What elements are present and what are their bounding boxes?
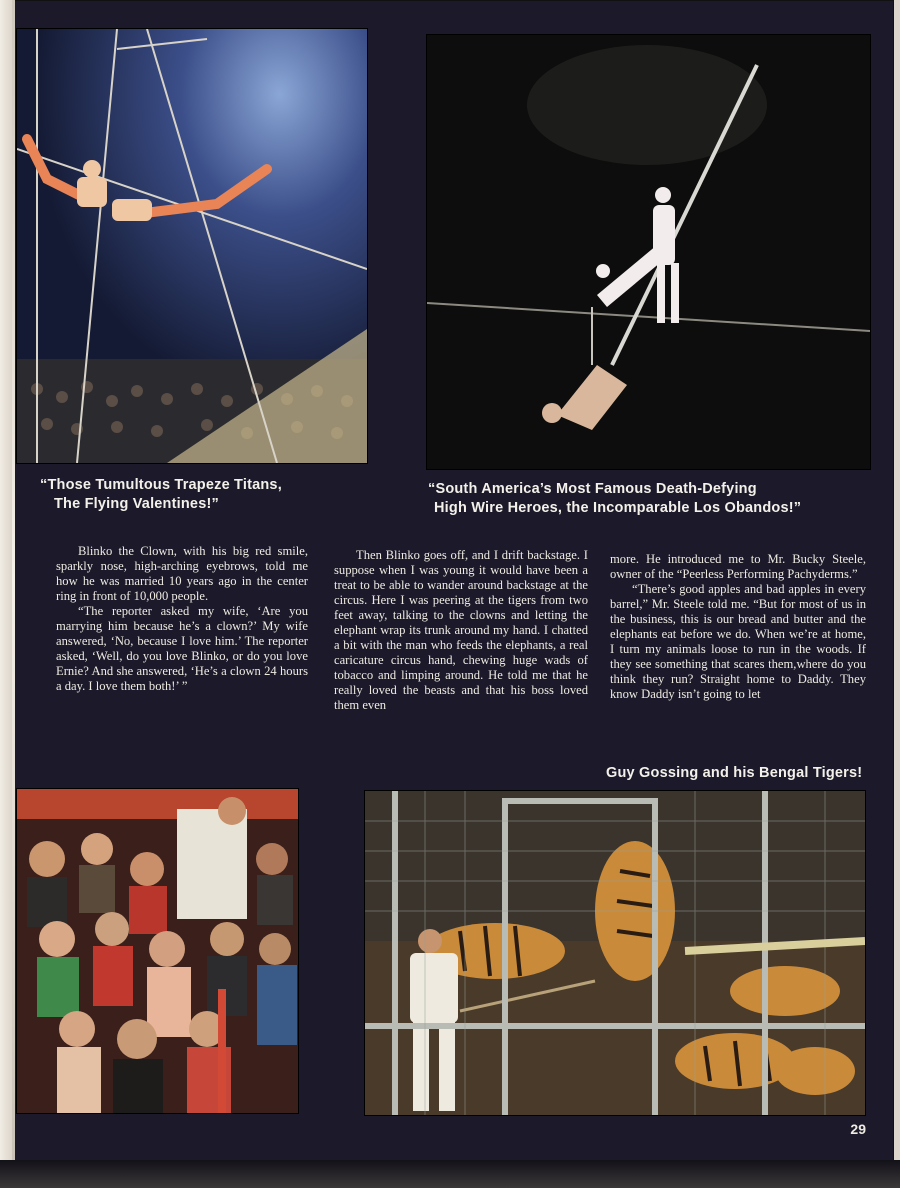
photo-highwire <box>426 34 871 470</box>
bottom-edge <box>0 1160 900 1188</box>
paragraph: Blinko the Clown, with his big red smile, sparkly nose, high-arching eyebrows, told me how he was married 10 years ago in the center ring in front of 10,000 people. <box>56 544 308 603</box>
photo-audience <box>16 788 299 1114</box>
binding-gutter <box>12 0 15 1162</box>
caption-tigers <box>606 764 868 783</box>
caption-trapeze-line-2: The Flying Valentines!” <box>54 496 219 512</box>
caption-trapeze-line-1: “Those Tumultous Trapeze Titans, <box>40 477 282 493</box>
text-column-1 <box>56 544 308 694</box>
paragraph: “There’s good apples and bad apples in every barrel,” Mr. Steele told me. “But for most of us in the business, this is our bread and butter and the elephants eat before we do. When we’re at home, I turn my animals loose to run in the woods. If they see something that scares them,where do you think they run? Straight home to Daddy. They know Daddy isn’t going to let <box>610 582 866 701</box>
photo-trapeze <box>16 28 368 464</box>
caption-highwire <box>428 480 868 518</box>
paragraph: “The reporter asked my wife, ‘Are you marrying him because he’s a clown?’ My wife answered, ‘No, because I love him.’ The reporter asked, ‘Well, do you love Blinko, or do you love Ernie? And she answered, ‘He’s a clown 24 hours a day. I love them both!’ ” <box>56 604 308 693</box>
caption-tigers-line: Guy Gossing and his Bengal Tigers! <box>606 765 863 781</box>
paragraph: more. He introduced me to Mr. Bucky Steele, owner of the “Peerless Performing Pachyderms.” <box>610 552 866 581</box>
caption-highwire-line-1: “South America’s Most Famous Death-Defying <box>428 481 757 497</box>
caption-trapeze <box>40 476 380 514</box>
caption-highwire-line-2: High Wire Heroes, the Incomparable Los Obandos!” <box>434 500 802 516</box>
photo-tigers <box>364 790 866 1116</box>
text-column-2 <box>334 548 588 713</box>
page-number: 29 <box>850 1121 866 1137</box>
paragraph: Then Blinko goes off, and I drift backstage. I suppose when I was young it would have been a treat to be able to wander around backstage at the circus. Here I was peering at the tigers from two feet away, talking to the clowns and letting the elephant wrap its trunk around my hand. I chatted a bit with the man who feeds the elephants, a real caricature circus hand, chewing huge wads of tobacco and limping around. He told me that he really loved the beasts and that his boss loved them even <box>334 548 588 712</box>
text-column-3 <box>610 552 866 702</box>
